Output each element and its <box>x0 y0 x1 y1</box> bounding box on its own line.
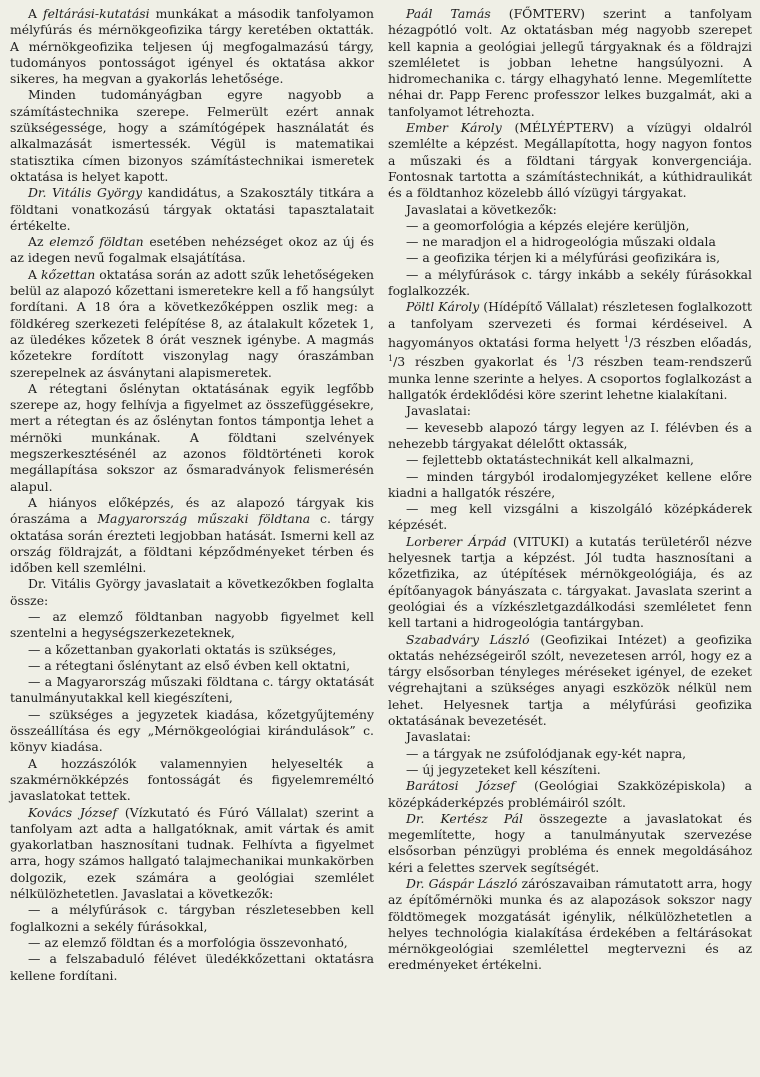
text-run: Az <box>28 234 50 250</box>
speaker-name: feltárási-kutatási <box>43 6 150 21</box>
text-run: munkákat a második tanfolyamon mélyfúrás és mérnökgeofizika tárgy keretében oktatták. A mérnökgeofizika teljesen új megfogalmazású tárgy, tudományos pontosságot igényel és oktatása akkor sikeres, ha megvan a gyakorlás lehetősége. <box>10 6 374 87</box>
speaker-name: Lorberer Árpád <box>406 533 507 549</box>
list-item: — a Magyarország műszaki földtana c. tárgy oktatását tanulmányutakkal kell kiegészíteni, <box>10 674 374 706</box>
list-item: — meg kell vizsgálni a kiszolgáló középkáderek képzését. <box>388 501 752 533</box>
paragraph: Javaslatai a következők: <box>406 201 557 217</box>
paragraph <box>10 6 374 87</box>
speaker-name: Dr. Vitális György <box>28 185 143 201</box>
text-run: (MÉLYÉPTERV) a vízügyi oldalról szemlélte a képzést. Megállapította, hogy nagyon fontos a műszaki és a földtani tárgyak konvergenciája. Fontosnak tartotta a számítástechnikát, a kúthidraulikát és a földtanhoz közelebb álló vízügyi tárgyakat. <box>388 120 752 201</box>
fraction-numerator: 1 <box>566 354 573 364</box>
fraction-numerator: 1 <box>388 354 394 364</box>
paragraph <box>388 534 752 632</box>
text-run: A <box>28 266 42 282</box>
text-run: /3 részben team-rendszerű munka lenne szerinte a helyes. A csoportos foglalkozást a hallgatók érdeklődési köre szerint lehetne kialakítani. <box>388 354 753 403</box>
paragraph <box>388 299 752 403</box>
text-run: c. tárgy oktatása során érezteti legjobban hatását. Ismerni kell az ország földrajzát, a földtani képződményeket térben és időben kell szemlélni. <box>10 511 374 576</box>
paragraph <box>388 120 752 201</box>
paragraph <box>10 234 374 267</box>
text-run: esetében nehézséget okoz az új és az idegen nevű fogalmak elsajátítása. <box>10 234 375 266</box>
list-item: — minden tárgyból irodalomjegyzéket kellene előre kiadni a hallgatók részére, <box>388 468 752 500</box>
list-item: — fejlettebb oktatástechnikát kell alkalmazni, <box>406 452 694 468</box>
paragraph: A hozzászólók valamennyien helyeselték a szakmérnökképzés fontosságát és figyelemreméltó javaslatokat tettek. <box>10 755 374 804</box>
paragraph <box>10 267 374 381</box>
list-item: — ne maradjon el a hidrogeológia műszaki oldala <box>406 234 716 250</box>
speaker-name: Barátosi József <box>406 778 515 794</box>
paragraph: A rétegtani őslénytan oktatásának egyik legfőbb szerepe az, hogy felhívja a figyelmet az összefüggésekre, mert a rétegtan és az őslénytan fontos támpontja lehet a mérnöki munkának. A földtani szelvények megszerkesztésénél az azonos földtörténeti korok megállapítása sokszor az ősmaradványok felismerésén alapul. <box>10 380 374 494</box>
text-run: A <box>28 6 44 21</box>
list-item: — a mélyfúrások c. tárgyban részletesebben kell foglalkozni a sekély fúrásokkal, <box>10 902 374 934</box>
text-run: oktatása során az adott szűk lehetőségeken belül az alapozó kőzettani ismeretekre kell a fő hangsúlyt fordítani. A 18 óra a következőképpen oszlik meg: a földkéreg szerkezeti felépítése 8, az átalakult kőzetek 1, az üledékes kőzetek 8 órát vesznek igénybe. A magmás kőzetekre fordított viszonylag nagy óraszámban szerepelnek az ásványtani alapismeretek. <box>10 266 375 380</box>
paragraph <box>10 185 374 234</box>
paragraph <box>388 632 752 730</box>
right-column <box>388 6 752 1077</box>
left-column <box>10 6 374 1077</box>
fraction-numerator: 1 <box>623 334 630 344</box>
speaker-name: kőzettan <box>41 266 96 282</box>
list-item: — az elemző földtan és a morfológia összevonható, <box>28 934 348 950</box>
list-item: — új jegyzeteket kell készíteni. <box>406 761 601 777</box>
list-item: — a tárgyak ne zsúfolódjanak egy-két napra, <box>406 745 687 761</box>
paragraph <box>388 876 752 974</box>
paragraph <box>388 778 752 811</box>
speaker-name: Ember Károly <box>406 120 502 136</box>
text-run: (VITUKI) a kutatás területéről nézve helyesnek tartja a képzést. Jól tudta hasznosítani a kőzetfizika, az útépítések mérnökgeológiája, és az építőanyagok bányászata c. tárgyakat. Javaslata szerint a geológiai és a vízkészletgazdálkodási szemléletet fenn kell tartani a hidrogeológia tantárgyban. <box>388 533 753 631</box>
list-item: — szükséges a jegyzetek kiadása, kőzetgyűjtemény összeállítása és egy „Mérnökgeológiai kirándulások” c. könyv kiadása. <box>10 706 374 755</box>
text-run: (Geológiai Szakközépiskola) a középkáderképzés problémáiról szólt. <box>388 778 752 810</box>
text-run: kandidátus, a Szakosztály titkára a földtani vonatkozású tárgyak oktatási tapasztalatait értékelte. <box>10 185 374 233</box>
paragraph: Javaslatai: <box>406 403 471 419</box>
speaker-name: Paál Tamás <box>406 6 491 21</box>
list-item: — kevesebb alapozó tárgy legyen az I. félévben és a nehezebb tárgyakat délelőtt oktassák, <box>388 419 752 451</box>
paragraph <box>10 495 374 576</box>
paragraph <box>388 811 752 876</box>
paragraph <box>10 805 374 903</box>
text-run: (Hídépítő Vállalat) részletesen foglalkozott a tanfolyam szervezeti és formai kérdéseivel. A hagyományos oktatási forma helyett <box>388 299 752 351</box>
paragraph <box>388 6 752 120</box>
speaker-name: Magyarország műszaki földtana <box>97 511 311 527</box>
text-run: (FŐMTERV) szerint a tanfolyam hézagpótló volt. Az oktatásban még nagyobb szerepet kell kapnia a geológiai jellegű tárgyaknak és a földrajzi szemléletet is jobban lehetne hangsúlyozni. A hidromechanika c. tárgy elhagyható lenne. Megemlítette néhai dr. Papp Ferenc professzor lelkes buzgalmát, aki a tanfolyamot létrehozta. <box>388 6 752 119</box>
list-item: — a geofizika térjen ki a mélyfúrási geofizikára is, <box>406 250 721 266</box>
list-item: — a geomorfológia a képzés elejére kerüljön, <box>406 217 690 233</box>
paragraph: Minden tudományágban egyre nagyobb a számítástechnika szerepe. Felmerült ezért annak szükségessége, hogy a számítógépek használatát és alkalmazását ismertessék. Végül is matematikai statisztika címen bizonyos számítástechnikai ismeretek oktatása is helyet kapott. <box>10 87 374 184</box>
text-run: /3 részben előadás, <box>629 335 752 351</box>
text-run: (Geofizikai Intézet) a geofizika oktatás nehézségeiről szólt, nevezetesen arról, hogy ez a tárgy elsősorban tényleges méréseket igényel, de ezeket végrehajtani a szükséges anyagi eszközök nélkül nem lehet. Helyesnek tartja a mélyfúrási geofizika oktatásának bevezetését. <box>388 631 753 729</box>
speaker-name: Dr. Gáspár László <box>406 875 518 891</box>
text-run: zárószavaiban rámutatott arra, hogy az építőmérnöki munka és az alapozások sokszor nagy földtömegek mozgatását igénylik, nélkülözhetetlen a helyes technológia kialakítása érdekében a feltárásokat mérnökgeológiai szemlélettel megtervezni és az eredményeket értékelni. <box>388 875 752 973</box>
text-run: /3 részben gyakorlat és <box>393 354 567 370</box>
list-item: — a felszabaduló félévet üledékkőzettani oktatásra kellene fordítani. <box>10 951 374 983</box>
text-run: (Vízkutató és Fúró Vállalat) szerint a tanfolyam azt adta a hallgatóknak, amit vártak és amit gyakorlatban hasznosítani tudnak. Felhívta a figyelmet arra, hogy számos hallgató talajmechanikai munkakörben dolgozik, ezek számára a geológiai szemlélet nélkülözhetetlen. Javaslatai a következők: <box>10 804 375 902</box>
speaker-name: Dr. Kertész Pál <box>406 810 524 826</box>
speaker-name: Pöltl Károly <box>406 299 480 315</box>
paragraph: Javaslatai: <box>406 729 471 745</box>
list-item: — a mélyfúrások c. tárgy inkább a sekély fúrásokkal foglalkozzék. <box>388 266 752 299</box>
list-item: — a kőzettanban gyakorlati oktatás is szükséges, <box>28 641 337 657</box>
speaker-name: elemző földtan <box>49 234 144 250</box>
text-run: összegezte a javaslatokat és megemlítette, hogy a tanulmányutak szervezése elsősorban pénzügyi probléma és ennek megoldásához kéri a felettes szervek segítségét. <box>388 810 752 875</box>
list-item: — az elemző földtanban nagyobb figyelmet kell szentelni a hegységszerkezeteknek, <box>10 608 374 641</box>
speaker-name: Kovács József <box>28 804 118 820</box>
paragraph: Dr. Vitális György javaslatait a következőkben foglalta össze: <box>10 576 374 608</box>
text-run: A hiányos előképzés, és az alapozó tárgyak kis óraszáma a <box>10 494 374 527</box>
speaker-name: Szabadváry László <box>406 631 530 647</box>
list-item: — a rétegtani őslénytant az első évben kell oktatni, <box>28 657 351 673</box>
